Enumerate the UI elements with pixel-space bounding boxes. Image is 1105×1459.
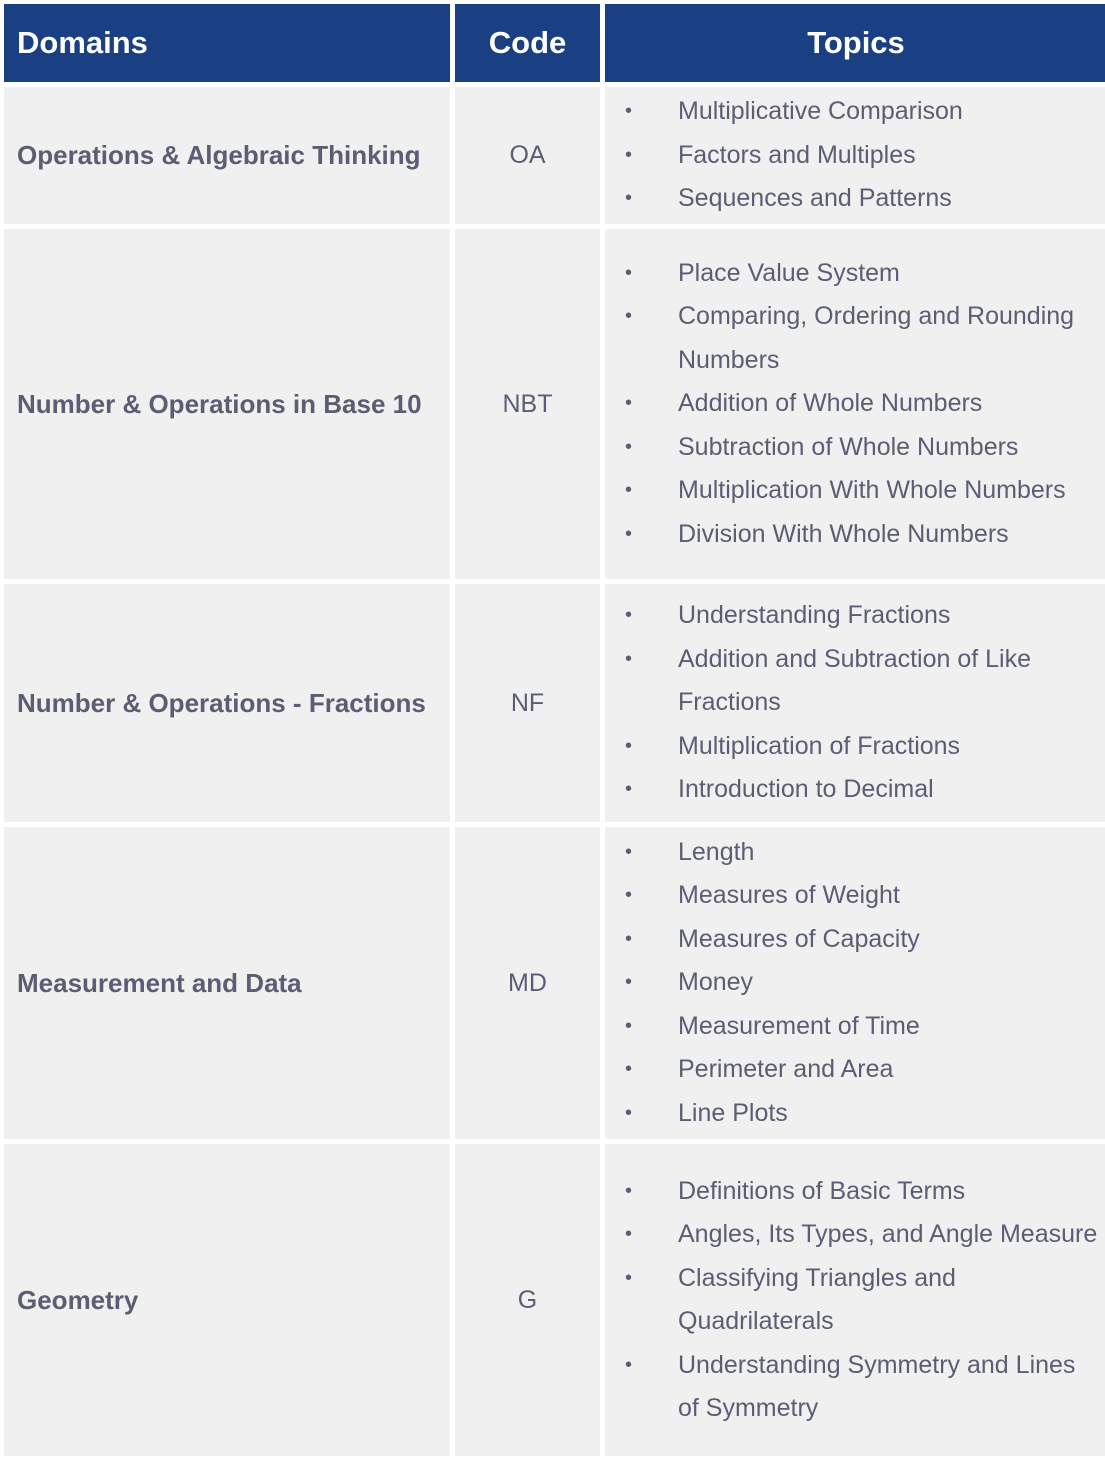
header-domains: Domains [4,4,450,82]
domain-cell: Operations & Algebraic Thinking [4,87,450,224]
topic-item: • Sequences and Patterns [625,177,1105,221]
code-cell: NBT [455,229,600,579]
topic-item: • Multiplication of Fractions [625,725,1105,769]
topic-item: • Definitions of Basic Terms [625,1170,1105,1214]
topic-item: • Place Value System [625,252,1105,296]
topic-item: • Length [625,831,1105,875]
header-topics: Topics [605,4,1105,82]
topic-item: • Money [625,961,1105,1005]
topic-item: • Understanding Fractions [625,594,1105,638]
domain-cell: Measurement and Data [4,827,450,1139]
header-code: Code [455,4,600,82]
domain-cell: Number & Operations in Base 10 [4,229,450,579]
domain-cell: Number & Operations - Fractions [4,584,450,822]
topic-item: • Angles, Its Types, and Angle Measure [625,1213,1105,1257]
topics-cell [605,229,1105,579]
topics-cell [605,1144,1105,1456]
topic-item: • Line Plots [625,1092,1105,1136]
code-cell: G [455,1144,600,1456]
code-cell: NF [455,584,600,822]
topic-item: • Understanding Symmetry and Lines of Symmetry [625,1344,1105,1431]
code-cell: MD [455,827,600,1139]
topics-list [605,252,1105,557]
topic-item: • Measurement of Time [625,1005,1105,1049]
topic-item: • Addition and Subtraction of Like Fractions [625,638,1105,725]
topic-item: • Addition of Whole Numbers [625,382,1105,426]
topic-item: • Measures of Capacity [625,918,1105,962]
code-cell: OA [455,87,600,224]
topic-item: • Comparing, Ordering and Rounding Numbers [625,295,1105,382]
topic-item: • Classifying Triangles and Quadrilaterals [625,1257,1105,1344]
topic-item: • Multiplication With Whole Numbers [625,469,1105,513]
topic-item: • Subtraction of Whole Numbers [625,426,1105,470]
topics-list [605,1170,1105,1431]
topics-list [605,594,1105,812]
topic-item: • Division With Whole Numbers [625,513,1105,557]
topic-item: • Factors and Multiples [625,134,1105,178]
topic-item: • Perimeter and Area [625,1048,1105,1092]
topics-cell [605,827,1105,1139]
topics-cell [605,584,1105,822]
topics-cell [605,87,1105,224]
topic-item: • Measures of Weight [625,874,1105,918]
topic-item: • Multiplicative Comparison [625,90,1105,134]
topic-item: • Introduction to Decimal [625,768,1105,812]
topics-list [605,831,1105,1136]
domain-cell: Geometry [4,1144,450,1456]
topics-list [605,90,1105,221]
